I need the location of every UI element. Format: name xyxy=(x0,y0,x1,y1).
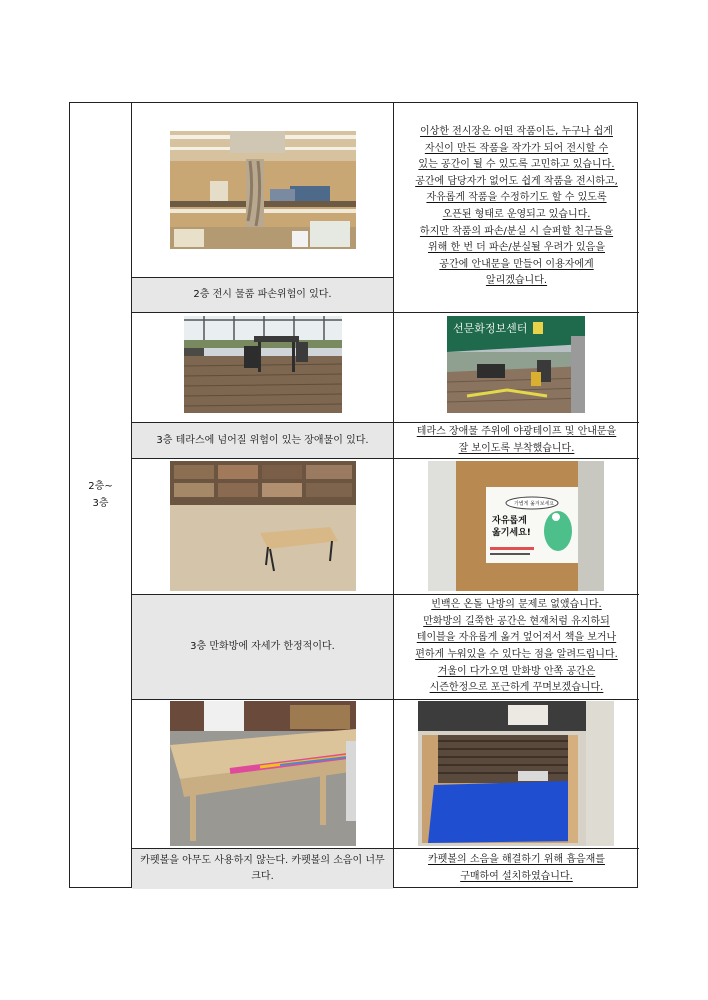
solution-text: 이상한 전시장은 어떤 작품이든, 누구나 쉽게 자신이 만든 작품을 작가가 되어 전시할 수 있는 공간이 될 수 있도록 고민하고 있습니다. 공간에 담당자가 없어도 쉽게 작품을 전시하고, 자유롭게 작품을 수정하기도 할 수 있도록 오픈된 형태로 운영되고 있습니다. 하지만 작품의 파손/분실 시 슬퍼할 친구들을 위해 한 번 더 파손/분실될 우려가 있음을 공간에 안내문을 만들어 이용자에게 알리겠습니다. xyxy=(415,126,618,287)
solution-text: 빈백은 온돌 난방의 문제로 없앴습니다. 만화방의 길쭉한 공간은 현재처럼 유지하되 테이블을 자유롭게 옮겨 엎어져서 책을 보거나 편하게 누워있을 수 있다는 점을 알려드립니다. 겨울이 다가오면 만화방 안쪽 공간은 시즌한정으로 포근하게 꾸며보겠습니다. xyxy=(415,599,618,694)
problem-cell xyxy=(132,595,393,699)
photo-terrace-tent xyxy=(447,316,585,413)
photo-carpet-ball xyxy=(170,701,356,846)
problem-text: 3층 테라스에 넘어질 위험이 있는 장애물이 있다. xyxy=(156,434,369,446)
sign-title-text: 자유롭게 옮기세요! xyxy=(492,516,531,538)
improvement-table xyxy=(69,102,638,888)
grid-line xyxy=(131,312,639,313)
solution-text: 카펫볼의 소음을 해결하기 위해 흡음재를 구매하여 설치하였습니다. xyxy=(428,854,605,882)
grid-line xyxy=(131,103,132,887)
problem-cell xyxy=(132,278,393,312)
sign-bubble-text: 가볍게 옮겨보세요 xyxy=(514,501,555,507)
photo-sound-absorbing-box xyxy=(418,701,614,846)
solution-cell xyxy=(394,117,639,297)
solution-cell xyxy=(394,595,639,699)
problem-text: 3층 만화방에 자세가 한정적이다. xyxy=(190,641,335,652)
problem-text: 카펫볼을 아무도 사용하지 않는다. 카펫볼의 소음이 너무 크다. xyxy=(140,855,385,882)
photo-comic-room-table xyxy=(170,461,356,591)
problem-cell xyxy=(132,423,393,458)
grid-line xyxy=(131,458,639,459)
solution-cell xyxy=(394,423,639,458)
solution-cell xyxy=(394,849,639,889)
tent-banner-text: 선문화정보센터 xyxy=(453,322,528,335)
problem-cell xyxy=(132,849,393,889)
problem-text: 2층 전시 물품 파손위험이 있다. xyxy=(193,289,332,300)
floor-label xyxy=(70,103,131,887)
photo-exhibit-shelf xyxy=(170,131,356,249)
photo-comic-room-sign xyxy=(428,461,604,591)
solution-text: 테라스 장애물 주위에 야광테이프 및 안내문을 잘 보이도록 부착했습니다. xyxy=(416,425,617,454)
floor-label-text: 2층~ 3층 xyxy=(88,481,113,509)
photo-terrace-table xyxy=(184,316,342,413)
grid-line xyxy=(131,699,639,700)
